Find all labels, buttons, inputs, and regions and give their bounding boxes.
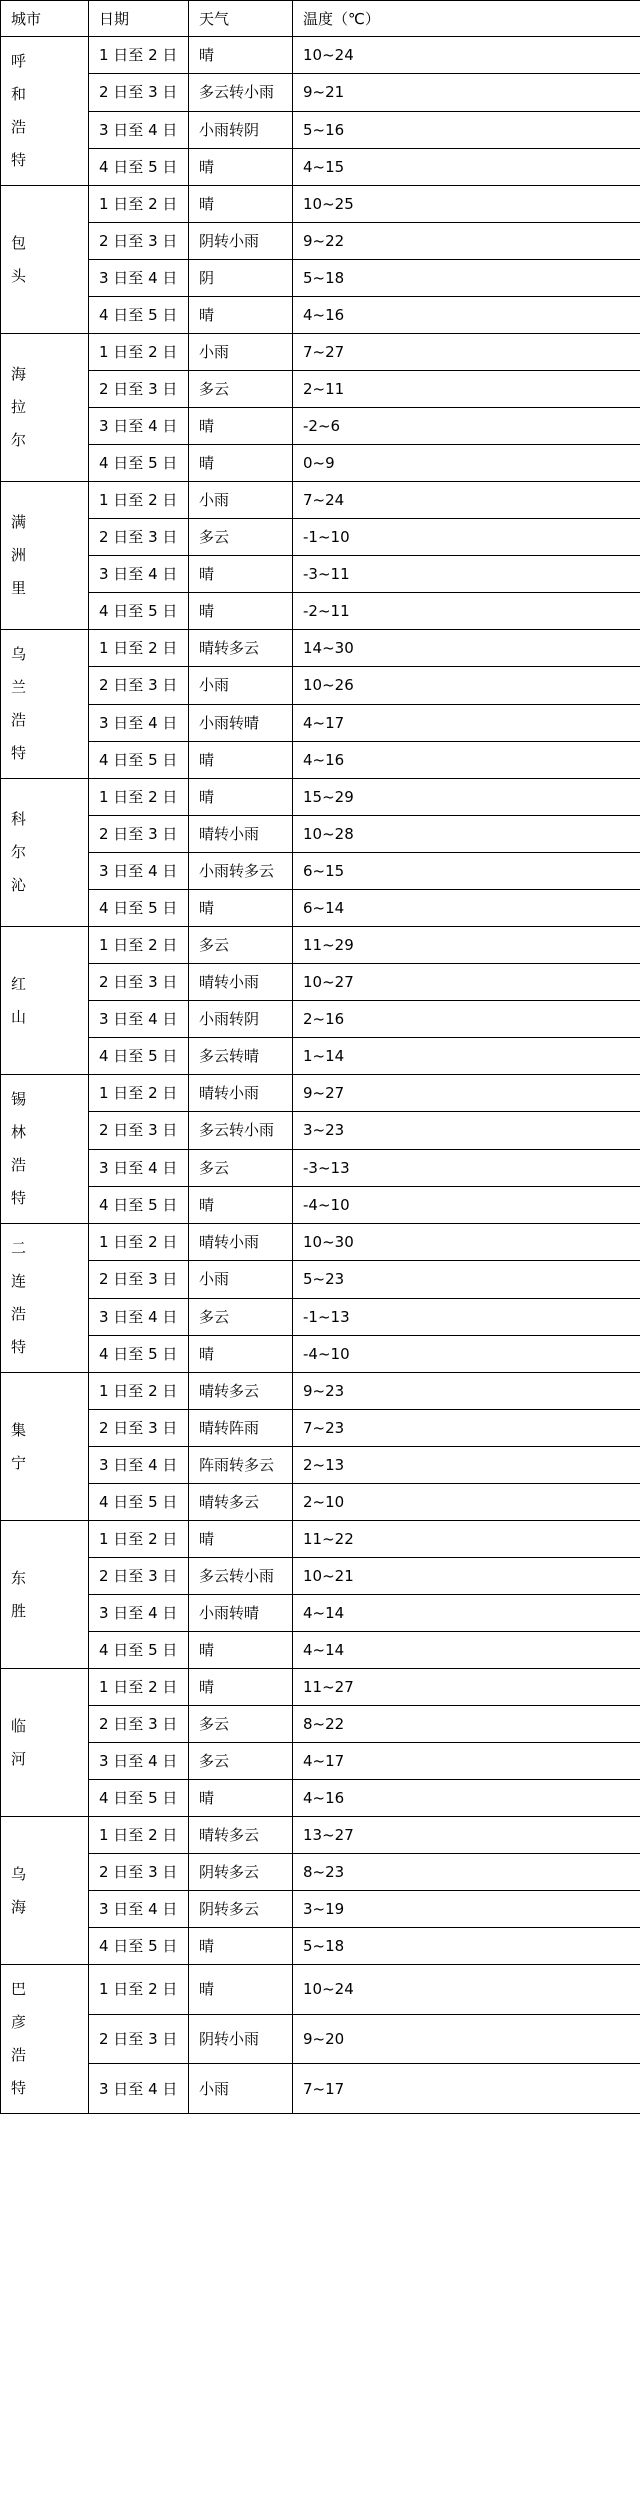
table-row [1, 482, 640, 519]
date-cell: 3 日至 4 日 [89, 2064, 189, 2114]
temperature-cell: 10~25 [293, 186, 640, 223]
city-cell [1, 1075, 89, 1224]
table-row [1, 1038, 640, 1075]
temperature-cell: -1~10 [293, 519, 640, 556]
table-row [1, 445, 640, 482]
city-cell [1, 1965, 89, 2114]
table-row [1, 1224, 640, 1261]
table-row [1, 1186, 640, 1223]
date-cell: 4 日至 5 日 [89, 1335, 189, 1372]
weather-cell: 多云 [189, 927, 293, 964]
city-label: 锡林浩特 [11, 1090, 27, 1207]
temperature-cell: 9~22 [293, 223, 640, 260]
temperature-cell: 4~16 [293, 297, 640, 334]
table-row [1, 1706, 640, 1743]
weather-cell: 多云 [189, 1743, 293, 1780]
date-cell: 4 日至 5 日 [89, 741, 189, 778]
city-label: 乌兰浩特 [11, 645, 27, 762]
city-cell [1, 1817, 89, 1965]
city-cell [1, 779, 89, 927]
table-row [1, 1780, 640, 1817]
date-cell: 2 日至 3 日 [89, 1112, 189, 1149]
date-cell: 2 日至 3 日 [89, 816, 189, 853]
table-row [1, 964, 640, 1001]
weather-cell: 晴 [189, 779, 293, 816]
weather-cell: 多云 [189, 1706, 293, 1743]
weather-cell: 多云 [189, 519, 293, 556]
temperature-cell: 11~27 [293, 1669, 640, 1706]
temperature-cell: -3~11 [293, 556, 640, 593]
city-cell [1, 37, 89, 186]
date-cell: 1 日至 2 日 [89, 1817, 189, 1854]
date-cell: 1 日至 2 日 [89, 1521, 189, 1558]
weather-cell: 晴 [189, 186, 293, 223]
date-cell: 2 日至 3 日 [89, 519, 189, 556]
column-header-city: 城市 [1, 1, 89, 37]
weather-cell: 阴转多云 [189, 1854, 293, 1891]
date-cell: 1 日至 2 日 [89, 1373, 189, 1410]
weather-cell: 晴转多云 [189, 1817, 293, 1854]
weather-cell: 晴转小雨 [189, 816, 293, 853]
date-cell: 3 日至 4 日 [89, 556, 189, 593]
date-cell: 3 日至 4 日 [89, 408, 189, 445]
date-cell: 4 日至 5 日 [89, 1038, 189, 1075]
weather-cell: 晴 [189, 297, 293, 334]
city-label: 乌海 [11, 1864, 27, 1916]
city-label: 临河 [11, 1716, 27, 1768]
table-row [1, 408, 640, 445]
weather-cell: 小雨 [189, 334, 293, 371]
weather-cell: 小雨转晴 [189, 704, 293, 741]
weather-cell: 晴 [189, 37, 293, 74]
city-label: 二连浩特 [11, 1239, 27, 1356]
date-cell: 4 日至 5 日 [89, 1632, 189, 1669]
temperature-cell: -4~10 [293, 1186, 640, 1223]
date-cell: 2 日至 3 日 [89, 1410, 189, 1447]
column-header-date: 日期 [89, 1, 189, 37]
date-cell: 2 日至 3 日 [89, 1558, 189, 1595]
weather-cell: 晴转多云 [189, 1484, 293, 1521]
temperature-cell: 6~15 [293, 853, 640, 890]
table-row [1, 1669, 640, 1706]
date-cell: 4 日至 5 日 [89, 297, 189, 334]
weather-cell: 晴转多云 [189, 1373, 293, 1410]
temperature-cell: 10~26 [293, 667, 640, 704]
table-row [1, 111, 640, 148]
date-cell: 4 日至 5 日 [89, 593, 189, 630]
table-row [1, 297, 640, 334]
temperature-cell: 11~29 [293, 927, 640, 964]
weather-cell: 晴转多云 [189, 630, 293, 667]
temperature-cell: 10~28 [293, 816, 640, 853]
date-cell: 1 日至 2 日 [89, 37, 189, 74]
temperature-cell: 4~16 [293, 1780, 640, 1817]
temperature-cell: 2~11 [293, 371, 640, 408]
city-label: 科尔沁 [11, 810, 27, 894]
table-header [1, 1, 640, 37]
table-row [1, 816, 640, 853]
date-cell: 3 日至 4 日 [89, 1149, 189, 1186]
weather-cell: 多云转小雨 [189, 1558, 293, 1595]
weather-cell: 晴 [189, 556, 293, 593]
date-cell: 3 日至 4 日 [89, 1891, 189, 1928]
date-cell: 3 日至 4 日 [89, 1447, 189, 1484]
date-cell: 4 日至 5 日 [89, 148, 189, 185]
city-label: 海拉尔 [11, 365, 27, 449]
date-cell: 4 日至 5 日 [89, 1186, 189, 1223]
table-body [1, 37, 640, 2114]
city-label: 集宁 [11, 1420, 27, 1472]
table-row [1, 1298, 640, 1335]
weather-cell: 多云转小雨 [189, 74, 293, 111]
temperature-cell: 5~18 [293, 260, 640, 297]
temperature-cell: 5~18 [293, 1928, 640, 1965]
temperature-cell: -4~10 [293, 1335, 640, 1372]
city-cell [1, 482, 89, 630]
city-cell [1, 1224, 89, 1373]
table-row [1, 2064, 640, 2114]
weather-cell: 晴 [189, 148, 293, 185]
city-label: 包头 [11, 233, 27, 285]
date-cell: 1 日至 2 日 [89, 1075, 189, 1112]
temperature-cell: 9~23 [293, 1373, 640, 1410]
temperature-cell: 5~23 [293, 1261, 640, 1298]
table-row [1, 186, 640, 223]
temperature-cell: 4~15 [293, 148, 640, 185]
weather-cell: 小雨转阴 [189, 1001, 293, 1038]
city-label: 巴彦浩特 [11, 1980, 27, 2097]
weather-cell: 晴 [189, 445, 293, 482]
table-row [1, 371, 640, 408]
table-row [1, 1484, 640, 1521]
table-row [1, 260, 640, 297]
weather-cell: 晴转小雨 [189, 1075, 293, 1112]
date-cell: 2 日至 3 日 [89, 223, 189, 260]
table-row [1, 223, 640, 260]
weather-cell: 小雨 [189, 2064, 293, 2114]
weather-cell: 晴转阵雨 [189, 1410, 293, 1447]
table-row [1, 1373, 640, 1410]
table-row [1, 1149, 640, 1186]
table-row [1, 1891, 640, 1928]
weather-cell: 晴 [189, 1780, 293, 1817]
city-cell [1, 334, 89, 482]
table-row [1, 1928, 640, 1965]
table-row [1, 1595, 640, 1632]
date-cell: 1 日至 2 日 [89, 1965, 189, 2015]
table-row [1, 704, 640, 741]
table-row [1, 779, 640, 816]
weather-cell: 多云 [189, 1149, 293, 1186]
date-cell: 1 日至 2 日 [89, 779, 189, 816]
temperature-cell: -3~13 [293, 1149, 640, 1186]
temperature-cell: 10~21 [293, 1558, 640, 1595]
table-row [1, 2014, 640, 2064]
weather-cell: 多云转晴 [189, 1038, 293, 1075]
weather-cell: 晴 [189, 1632, 293, 1669]
table-row [1, 148, 640, 185]
city-label: 呼和浩特 [11, 52, 27, 169]
date-cell: 3 日至 4 日 [89, 1595, 189, 1632]
city-cell [1, 1669, 89, 1817]
date-cell: 1 日至 2 日 [89, 1669, 189, 1706]
weather-cell: 阴转小雨 [189, 223, 293, 260]
weather-cell: 小雨转晴 [189, 1595, 293, 1632]
temperature-cell: 10~24 [293, 1965, 640, 2015]
date-cell: 3 日至 4 日 [89, 853, 189, 890]
date-cell: 1 日至 2 日 [89, 482, 189, 519]
temperature-cell: 4~17 [293, 704, 640, 741]
weather-cell: 晴 [189, 408, 293, 445]
table-row [1, 1632, 640, 1669]
date-cell: 2 日至 3 日 [89, 2014, 189, 2064]
table-row [1, 667, 640, 704]
temperature-cell: 8~22 [293, 1706, 640, 1743]
column-header-temperature: 温度（℃） [293, 1, 640, 37]
date-cell: 1 日至 2 日 [89, 186, 189, 223]
date-cell: 4 日至 5 日 [89, 890, 189, 927]
weather-cell: 晴转小雨 [189, 1224, 293, 1261]
table-row [1, 1521, 640, 1558]
table-row [1, 1447, 640, 1484]
weather-cell: 晴 [189, 593, 293, 630]
date-cell: 2 日至 3 日 [89, 74, 189, 111]
temperature-cell: 7~24 [293, 482, 640, 519]
table-row [1, 334, 640, 371]
weather-cell: 晴 [189, 1928, 293, 1965]
date-cell: 2 日至 3 日 [89, 371, 189, 408]
table-row [1, 593, 640, 630]
table-row [1, 1075, 640, 1112]
temperature-cell: 10~30 [293, 1224, 640, 1261]
temperature-cell: 9~20 [293, 2014, 640, 2064]
temperature-cell: 4~14 [293, 1595, 640, 1632]
temperature-cell: -2~11 [293, 593, 640, 630]
table-row [1, 853, 640, 890]
temperature-cell: 2~13 [293, 1447, 640, 1484]
temperature-cell: 0~9 [293, 445, 640, 482]
table-row [1, 1965, 640, 2015]
date-cell: 2 日至 3 日 [89, 964, 189, 1001]
temperature-cell: 7~27 [293, 334, 640, 371]
table-row [1, 927, 640, 964]
temperature-cell: 6~14 [293, 890, 640, 927]
date-cell: 4 日至 5 日 [89, 1928, 189, 1965]
date-cell: 3 日至 4 日 [89, 260, 189, 297]
weather-cell: 小雨 [189, 667, 293, 704]
temperature-cell: 2~16 [293, 1001, 640, 1038]
temperature-cell: 14~30 [293, 630, 640, 667]
weather-cell: 多云转小雨 [189, 1112, 293, 1149]
table-row [1, 1335, 640, 1372]
weather-cell: 小雨 [189, 1261, 293, 1298]
weather-cell: 晴 [189, 1669, 293, 1706]
weather-cell: 阴转多云 [189, 1891, 293, 1928]
temperature-cell: 7~17 [293, 2064, 640, 2114]
city-cell [1, 1373, 89, 1521]
temperature-cell: 15~29 [293, 779, 640, 816]
city-cell [1, 927, 89, 1075]
date-cell: 4 日至 5 日 [89, 1484, 189, 1521]
city-label: 红山 [11, 974, 27, 1026]
temperature-cell: 4~17 [293, 1743, 640, 1780]
table-row [1, 1854, 640, 1891]
temperature-cell: 13~27 [293, 1817, 640, 1854]
temperature-cell: 3~19 [293, 1891, 640, 1928]
city-cell [1, 186, 89, 334]
date-cell: 2 日至 3 日 [89, 1261, 189, 1298]
temperature-cell: 4~16 [293, 741, 640, 778]
weather-cell: 阴 [189, 260, 293, 297]
city-cell [1, 1521, 89, 1669]
weather-cell: 阵雨转多云 [189, 1447, 293, 1484]
temperature-cell: 8~23 [293, 1854, 640, 1891]
table-row [1, 1261, 640, 1298]
temperature-cell: -2~6 [293, 408, 640, 445]
weather-cell: 多云 [189, 1298, 293, 1335]
weather-cell: 小雨 [189, 482, 293, 519]
temperature-cell: 11~22 [293, 1521, 640, 1558]
temperature-cell: 9~21 [293, 74, 640, 111]
date-cell: 1 日至 2 日 [89, 927, 189, 964]
weather-cell: 晴 [189, 1335, 293, 1372]
temperature-cell: 7~23 [293, 1410, 640, 1447]
city-label: 满洲里 [11, 513, 27, 597]
temperature-cell: 10~24 [293, 37, 640, 74]
date-cell: 1 日至 2 日 [89, 334, 189, 371]
temperature-cell: 5~16 [293, 111, 640, 148]
date-cell: 4 日至 5 日 [89, 445, 189, 482]
weather-cell: 小雨转阴 [189, 111, 293, 148]
date-cell: 3 日至 4 日 [89, 111, 189, 148]
weather-cell: 小雨转多云 [189, 853, 293, 890]
date-cell: 3 日至 4 日 [89, 1743, 189, 1780]
weather-cell: 多云 [189, 371, 293, 408]
weather-cell: 晴转小雨 [189, 964, 293, 1001]
date-cell: 3 日至 4 日 [89, 1298, 189, 1335]
table-row [1, 1558, 640, 1595]
table-row [1, 1817, 640, 1854]
column-header-weather: 天气 [189, 1, 293, 37]
date-cell: 4 日至 5 日 [89, 1780, 189, 1817]
table-row [1, 556, 640, 593]
table-row [1, 890, 640, 927]
table-row [1, 1001, 640, 1038]
date-cell: 2 日至 3 日 [89, 667, 189, 704]
weather-cell: 晴 [189, 1186, 293, 1223]
table-row [1, 519, 640, 556]
date-cell: 2 日至 3 日 [89, 1706, 189, 1743]
table-row [1, 1410, 640, 1447]
weather-cell: 晴 [189, 1965, 293, 2015]
date-cell: 1 日至 2 日 [89, 1224, 189, 1261]
temperature-cell: 9~27 [293, 1075, 640, 1112]
weather-cell: 晴 [189, 1521, 293, 1558]
table-header-row [1, 1, 640, 37]
table-row [1, 1112, 640, 1149]
date-cell: 2 日至 3 日 [89, 1854, 189, 1891]
table-row [1, 1743, 640, 1780]
table-row [1, 630, 640, 667]
table-row [1, 741, 640, 778]
weather-cell: 晴 [189, 741, 293, 778]
weather-cell: 晴 [189, 890, 293, 927]
date-cell: 3 日至 4 日 [89, 704, 189, 741]
temperature-cell: 1~14 [293, 1038, 640, 1075]
date-cell: 1 日至 2 日 [89, 630, 189, 667]
table-row [1, 37, 640, 74]
temperature-cell: 2~10 [293, 1484, 640, 1521]
city-label: 东胜 [11, 1568, 27, 1620]
temperature-cell: 4~14 [293, 1632, 640, 1669]
city-cell [1, 630, 89, 779]
weather-cell: 阴转小雨 [189, 2014, 293, 2064]
date-cell: 3 日至 4 日 [89, 1001, 189, 1038]
table-row [1, 74, 640, 111]
temperature-cell: 10~27 [293, 964, 640, 1001]
temperature-cell: 3~23 [293, 1112, 640, 1149]
temperature-cell: -1~13 [293, 1298, 640, 1335]
